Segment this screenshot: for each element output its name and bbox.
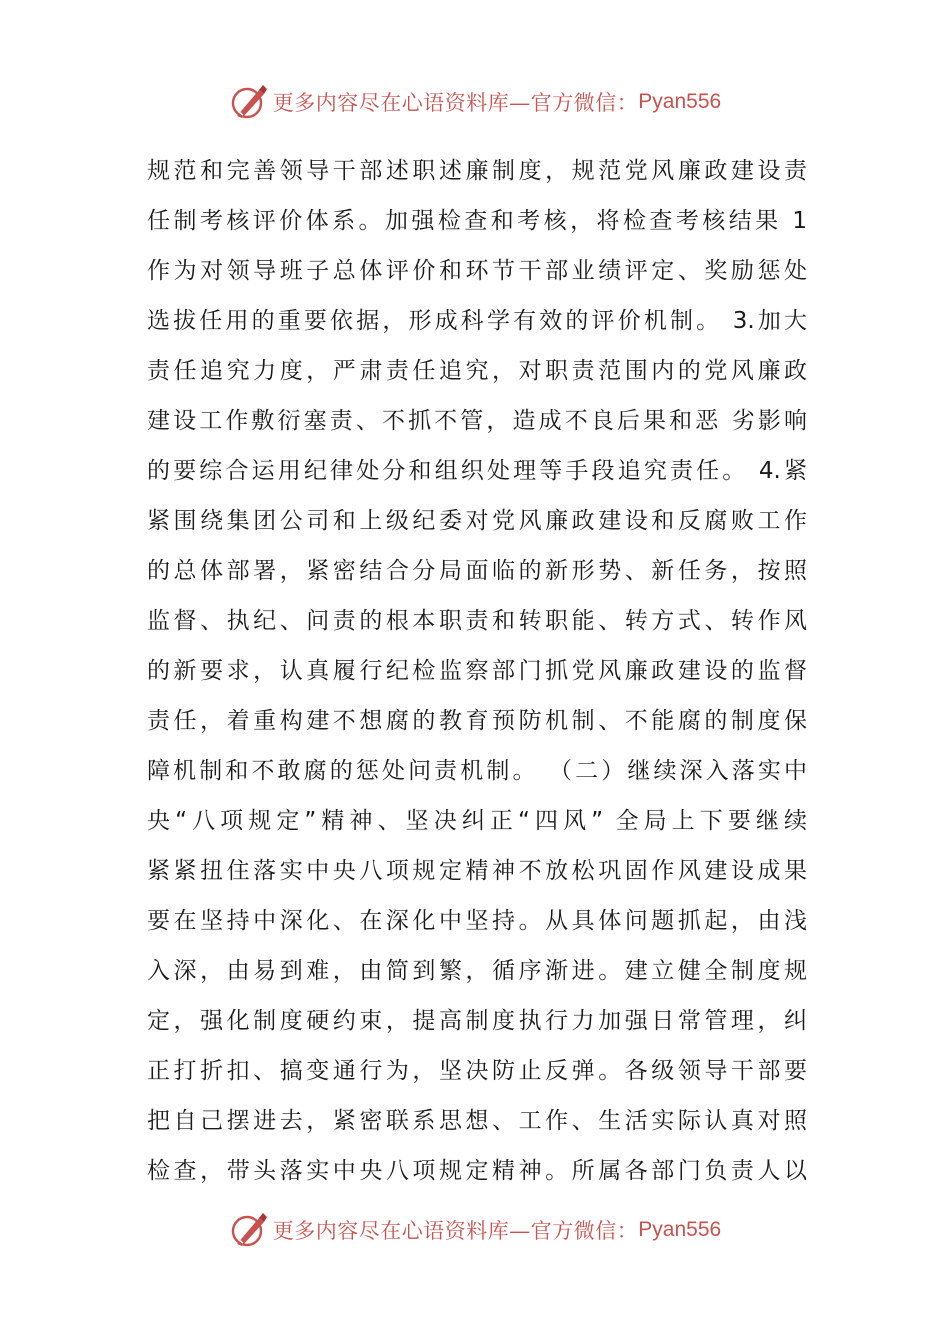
body-line: 检查，带头落实中央八项规定精神。所属各部门负责人以 [147,1158,807,1184]
body-line: 任制考核评价体系。加强检查和考核，将检查考核结果 1 [147,208,807,234]
body-line: 责任追究力度，严肃责任追究，对职责范围内的党风廉政 [147,358,807,384]
body-line: 建设工作敷衍塞责、不抓不管，造成不良后果和恶 劣影响 [147,408,807,434]
body-line: 的总体部署，紧密结合分局面临的新形势、新任务，按照 [147,558,807,584]
pen-logo-icon [229,82,269,122]
body-line: 入深，由易到难，由简到繁，循序渐进。建立健全制度规 [147,958,807,984]
body-line: 紧紧扭住落实中央八项规定精神不放松巩固作风建设成果 [147,858,807,884]
body-line: 规范和完善领导干部述职述廉制度，规范党风廉政建设责 [147,158,807,184]
body-line: 定，强化制度硬约束，提高制度执行力加强日常管理，纠 [147,1008,807,1034]
banner-wechat-id: Pyan556 [638,90,722,113]
document-body [147,146,807,1196]
body-line: 央“八项规定”精神、坚决纠正“四风” 全局上下要继续 [147,808,807,834]
body-line: 监督、执纪、问责的根本职责和转职能、转方式、转作风 [147,608,807,634]
banner-wechat-id: Pyan556 [638,1218,722,1241]
body-line: 把自己摆进去，紧密联系思想、工作、生活实际认真对照 [147,1108,807,1134]
banner-text: 更多内容尽在心语资料库—官方微信： [272,91,639,115]
body-line: 紧围绕集团公司和上级纪委对党风廉政建设和反腐败工作 [147,508,807,534]
pen-logo-icon [229,1210,269,1250]
body-line: 要在坚持中深化、在深化中坚持。从具体问题抓起，由浅 [147,908,807,934]
footer-banner [0,1208,950,1252]
body-line: 选拔任用的重要依据，形成科学有效的评价机制。 3.加大 [147,308,807,334]
body-line: 的要综合运用纪律处分和组织处理等手段追究责任。 4.紧 [147,458,807,484]
banner-text: 更多内容尽在心语资料库—官方微信： [272,1219,639,1243]
body-line: 责任，着重构建不想腐的教育预防机制、不能腐的制度保 [147,708,807,734]
header-banner [0,80,950,124]
body-line: 的新要求，认真履行纪检监察部门抓党风廉政建设的监督 [147,658,807,684]
body-line: 正打折扣、搞变通行为，坚决防止反弹。各级领导干部要 [147,1058,807,1084]
body-line: 障机制和不敢腐的惩处问责机制。 （二）继续深入落实中 [147,758,807,784]
body-line: 作为对领导班子总体评价和环节干部业绩评定、奖励惩处 [147,258,807,284]
